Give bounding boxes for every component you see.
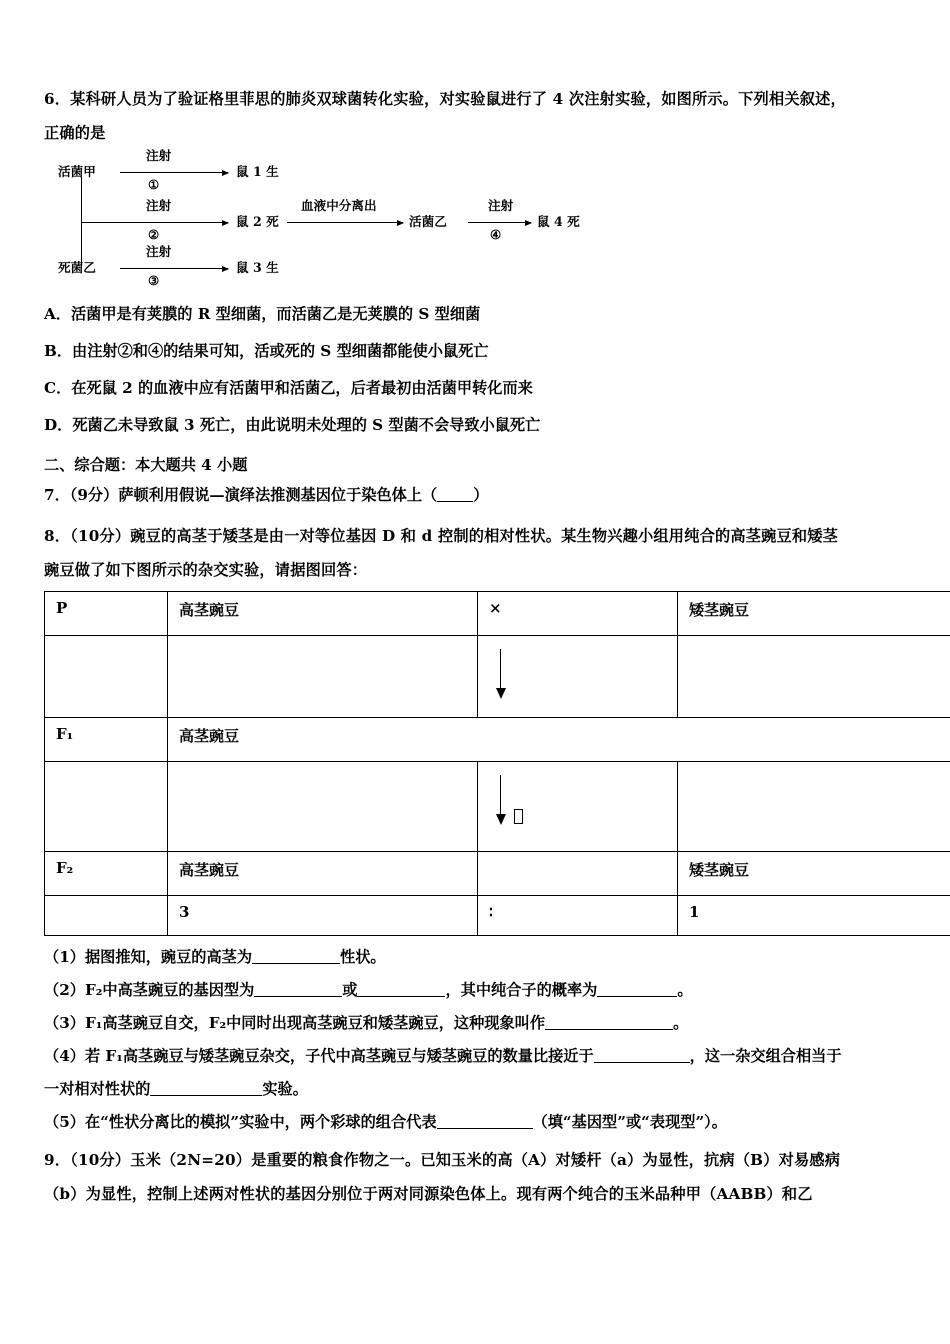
- sub-2-text-d: 。: [677, 981, 693, 999]
- sub-4-blank-2[interactable]: [150, 1080, 262, 1096]
- sub-4-text-a: （4）若 F₁高茎豌豆与矮茎豌豆杂交，子代中高茎豌豆与矮茎豌豆的数量比接近于: [44, 1047, 594, 1065]
- transformation-diagram: [58, 148, 618, 288]
- down-arrow-icon: [500, 775, 501, 815]
- diagram-arrow4-result: 鼠 4 死: [537, 214, 580, 229]
- diagram-arrow4-label: 注射: [488, 198, 514, 213]
- diagram-isolate-result: 活菌乙: [409, 214, 447, 229]
- sub-3-text-b: 。: [673, 1014, 689, 1032]
- question-8-sub-4: [44, 1040, 916, 1073]
- diagram-source-bottom: 死菌乙: [58, 260, 96, 275]
- sub-2-blank-3[interactable]: [597, 981, 677, 997]
- question-6-option-a[interactable]: A．活菌甲是有荚膜的 R 型细菌，而活菌乙是无荚膜的 S 型细菌: [44, 305, 481, 323]
- sub-2-text-a: （2）F₂中高茎豌豆的基因型为: [44, 981, 255, 999]
- sub-4-text-b: ，这一杂交组合相当于: [689, 1047, 842, 1065]
- cell-p-cross-symbol: ×: [478, 592, 678, 636]
- question-8-score: （10分）: [70, 527, 131, 545]
- cell-arrow1: [478, 636, 678, 718]
- question-7-text-after: ）: [473, 486, 489, 504]
- cell-f2-right: 矮茎豌豆: [678, 852, 950, 896]
- cell-ratio-left: 3: [168, 896, 478, 936]
- question-8-sub-1: [44, 941, 916, 974]
- question-9-number: 9．: [44, 1151, 71, 1169]
- diagram-arrow4-number: ④: [490, 227, 502, 242]
- question-6-option-d[interactable]: D．死菌乙未导致鼠 3 死亡，由此说明未处理的 S 型菌不会导致小鼠死亡: [44, 416, 541, 434]
- question-6-option-c[interactable]: C．在死鼠 2 的血液中应有活菌甲和活菌乙，后者最初由活菌甲转化而来: [44, 379, 533, 397]
- question-8: [44, 519, 916, 1139]
- question-9-stem-line2: （b）为显性，控制上述两对性状的基因分别位于两对同源染色体上。现有两个纯合的玉米品种甲（AABB）和乙: [44, 1185, 813, 1203]
- diagram-vertical-connector: [81, 177, 82, 271]
- diagram-arrow3-label: 注射: [146, 244, 172, 259]
- cell-f1-value: 高茎豌豆: [168, 718, 950, 762]
- question-6-number: 6．: [44, 90, 71, 108]
- sub-3-blank[interactable]: [545, 1014, 673, 1030]
- diagram-arrow3-number: ③: [148, 273, 160, 288]
- sub-5-blank[interactable]: [437, 1113, 533, 1129]
- cell-p-left-parent: 高茎豌豆: [168, 592, 478, 636]
- question-9: [44, 1143, 916, 1211]
- cross-experiment-table: [44, 591, 950, 936]
- cell-arrow1-spacer-left: [45, 636, 168, 718]
- table-row-f2: [45, 852, 950, 896]
- question-7: [44, 480, 916, 511]
- cell-p-label: P: [45, 592, 168, 636]
- table-row-f1: [45, 718, 950, 762]
- cell-arrow2: [478, 762, 678, 852]
- sub-2-text-c: ，其中纯合子的概率为: [445, 981, 598, 999]
- diagram-arrow2-result: 鼠 2 死: [236, 214, 279, 229]
- section-2-heading: 二、综合题：本大题共 4 小题: [44, 456, 248, 474]
- cell-arrow2-spacer-left: [45, 762, 168, 852]
- diagram-arrow-3: [120, 268, 228, 269]
- diagram-arrow-4: [468, 222, 531, 223]
- question-7-text: 萨顿利用假说—演绎法推测基因位于染色体上（: [118, 486, 438, 504]
- question-7-score: （9分）: [69, 486, 119, 504]
- question-8-sub-2: [44, 974, 916, 1007]
- cell-arrow1-spacer-mid: [168, 636, 478, 718]
- sub-1-text-a: （1）据图推知，豌豆的高茎为: [44, 948, 253, 966]
- sub-4-blank-1[interactable]: [594, 1047, 690, 1063]
- diagram-source-top: 活菌甲: [58, 164, 96, 179]
- cell-f2-label: F₂: [45, 852, 168, 896]
- down-arrow-icon: [500, 649, 501, 689]
- question-8-stem: [44, 519, 916, 553]
- question-6-text-line1: 某科研人员为了验证格里菲思的肺炎双球菌转化实验，对实验鼠进行了 4 次注射实验，如图所示。下列相关叙述，: [70, 90, 846, 108]
- cell-arrow2-spacer-right: [678, 762, 950, 852]
- cell-ratio-label: [45, 896, 168, 936]
- diagram-arrow2-label: 注射: [146, 198, 172, 213]
- sub-2-blank-1[interactable]: [254, 981, 342, 997]
- diagram-arrow2-number: ②: [148, 227, 160, 242]
- cell-f2-mid: [478, 852, 678, 896]
- diagram-arrow1-label: 注射: [146, 148, 172, 163]
- question-9-score: （10分）: [70, 1151, 131, 1169]
- diagram-arrow-2: [81, 222, 228, 223]
- question-8-subquestions: [44, 941, 916, 1139]
- diagram-arrow3-result: 鼠 3 生: [236, 260, 279, 275]
- question-9-stem: [44, 1143, 916, 1177]
- question-8-sub-3: [44, 1007, 916, 1040]
- sub-5-text-b: （填“基因型”或“表现型”）。: [532, 1113, 727, 1131]
- question-9-text-line1: 玉米（2N=20）是重要的粮食作物之一。已知玉米的高（A）对矮杆（a）为显性，抗病（B）对易感病: [130, 1151, 841, 1169]
- cell-arrow1-spacer-right: [678, 636, 950, 718]
- sub-1-blank[interactable]: [252, 948, 340, 964]
- cell-p-right-parent: 矮茎豌豆: [678, 592, 950, 636]
- sub-3-text-a: （3）F₁高茎豌豆自交，F₂中同时出现高茎豌豆和矮茎豌豆，这种现象叫作: [44, 1014, 546, 1032]
- sub-4-text-d: 实验。: [262, 1080, 308, 1098]
- cell-ratio-colon: ∶: [478, 896, 678, 936]
- cell-f2-left: 高茎豌豆: [168, 852, 478, 896]
- question-8-sub-5: [44, 1106, 916, 1139]
- table-row-p: [45, 592, 950, 636]
- question-8-stem-line2: 豌豆做了如下图所示的杂交实验，请据图回答：: [44, 561, 368, 579]
- question-6-option-b[interactable]: B．由注射②和④的结果可知，活或死的 S 型细菌都能使小鼠死亡: [44, 342, 489, 360]
- missing-glyph-box-icon: [514, 809, 523, 824]
- question-6-stem-line2: 正确的是: [44, 124, 106, 142]
- page-content: [44, 82, 916, 1211]
- table-row-ratio: [45, 896, 950, 936]
- diagram-arrow1-number: ①: [148, 177, 160, 192]
- diagram-arrow-1: [120, 172, 228, 173]
- question-8-sub-4-cont: [44, 1073, 916, 1106]
- cell-ratio-right: 1: [678, 896, 950, 936]
- question-6-stem: [44, 82, 916, 116]
- diagram-isolate-label: 血液中分离出: [301, 198, 377, 213]
- sub-5-text-a: （5）在“性状分离比的模拟”实验中，两个彩球的组合代表: [44, 1113, 437, 1131]
- question-8-text-line1: 豌豆的高茎于矮茎是由一对等位基因 D 和 d 控制的相对性状。某生物兴趣小组用纯合的高茎豌豆和矮茎: [130, 527, 839, 545]
- sub-2-blank-2[interactable]: [357, 981, 445, 997]
- question-6: [44, 82, 916, 444]
- sub-4-text-c: 一对相对性状的: [44, 1080, 151, 1098]
- sub-2-text-b: 或: [342, 981, 358, 999]
- table-row-arrow-2: [45, 762, 950, 852]
- diagram-arrow1-result: 鼠 1 生: [236, 164, 279, 179]
- cell-f1-label: F₁: [45, 718, 168, 762]
- diagram-arrow-isolate: [287, 222, 403, 223]
- cell-arrow2-spacer-mid: [168, 762, 478, 852]
- question-7-answer-blank[interactable]: [437, 486, 473, 502]
- table-row-arrow-1: [45, 636, 950, 718]
- question-7-number: 7．: [44, 486, 70, 504]
- sub-1-text-b: 性状。: [340, 948, 386, 966]
- question-8-number: 8．: [44, 527, 71, 545]
